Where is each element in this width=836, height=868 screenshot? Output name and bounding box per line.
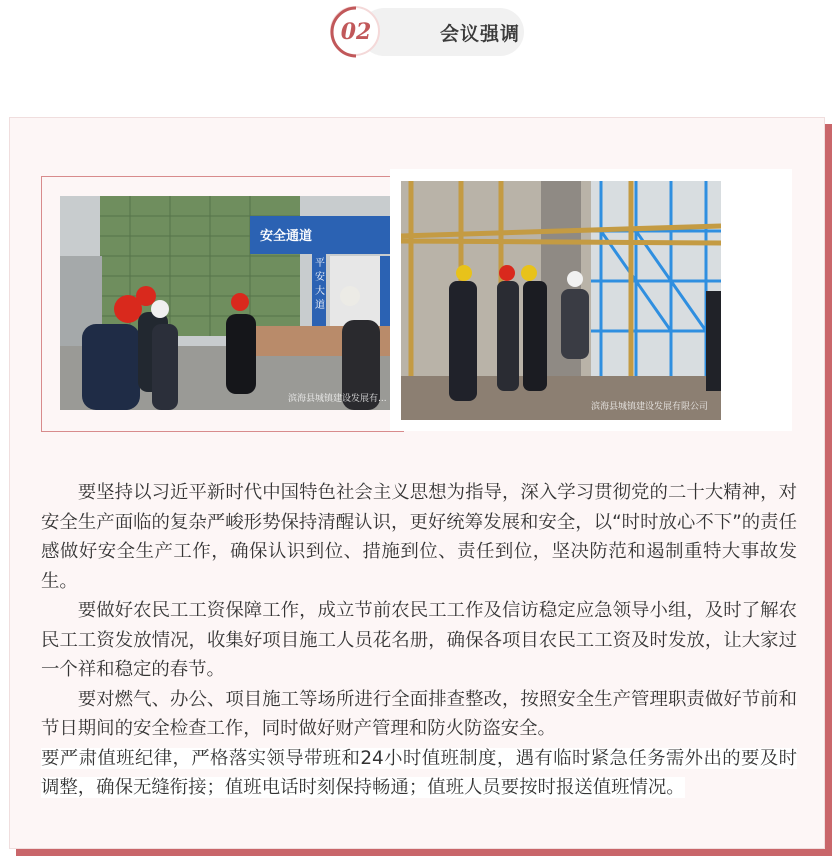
paragraph-safety: 要坚持以习近平新时代中国特色社会主义思想为指导，深入学习贯彻党的二十大精神，对安全生产面临的复杂严峻形势保持清醒认识，更好统筹发展和安全，以“时时放心不下”的责任感做好安全生产工作，确保认识到位、措施到位、责任到位，坚决防范和遏制重特大事故发生。 — [41, 482, 797, 592]
section-number: 02 — [340, 19, 372, 45]
section-header — [330, 6, 524, 58]
paragraph-inspection: 要对燃气、办公、项目施工等场所进行全面排查整改，按照安全生产管理职责做好节前和节日期间的安全检查工作，同时做好财产管理和防火防盗安全。 — [41, 688, 797, 739]
section-title: 会议强调 — [440, 23, 521, 45]
paragraph-duty: 要严肃值班纪律，严格落实领导带班和24小时值班制度，遇有临时紧急任务需外出的要及时调整，确保无缝衔接；值班电话时刻保持畅通；值班人员要按时报送值班情况。 — [41, 747, 797, 798]
svg-text:安: 安 — [315, 272, 325, 283]
svg-text:大: 大 — [315, 286, 325, 297]
right-photo-watermark: 滨海县城镇建设发展有限公司 — [591, 402, 709, 412]
construction-site-photo-2 — [401, 181, 721, 420]
left-photo-watermark: 滨海县城镇建设发展有... — [288, 394, 387, 404]
construction-site-photo-1 — [60, 196, 390, 410]
paragraph-wages: 要做好农民工工资保障工作，成立节前农民工工作及信访稳定应急领导小组，及时了解农民工工资发放情况，收集好项目施工人员花名册，确保各项目农民工工资及时发放，让大家过一个祥和稳定的春节。 — [41, 600, 797, 680]
svg-text:道: 道 — [315, 300, 325, 311]
svg-text:平: 平 — [315, 258, 325, 269]
safety-passage-banner: 安全通道 — [260, 229, 313, 244]
section-title-pill — [360, 8, 524, 56]
meeting-emphasis-text — [41, 478, 797, 803]
